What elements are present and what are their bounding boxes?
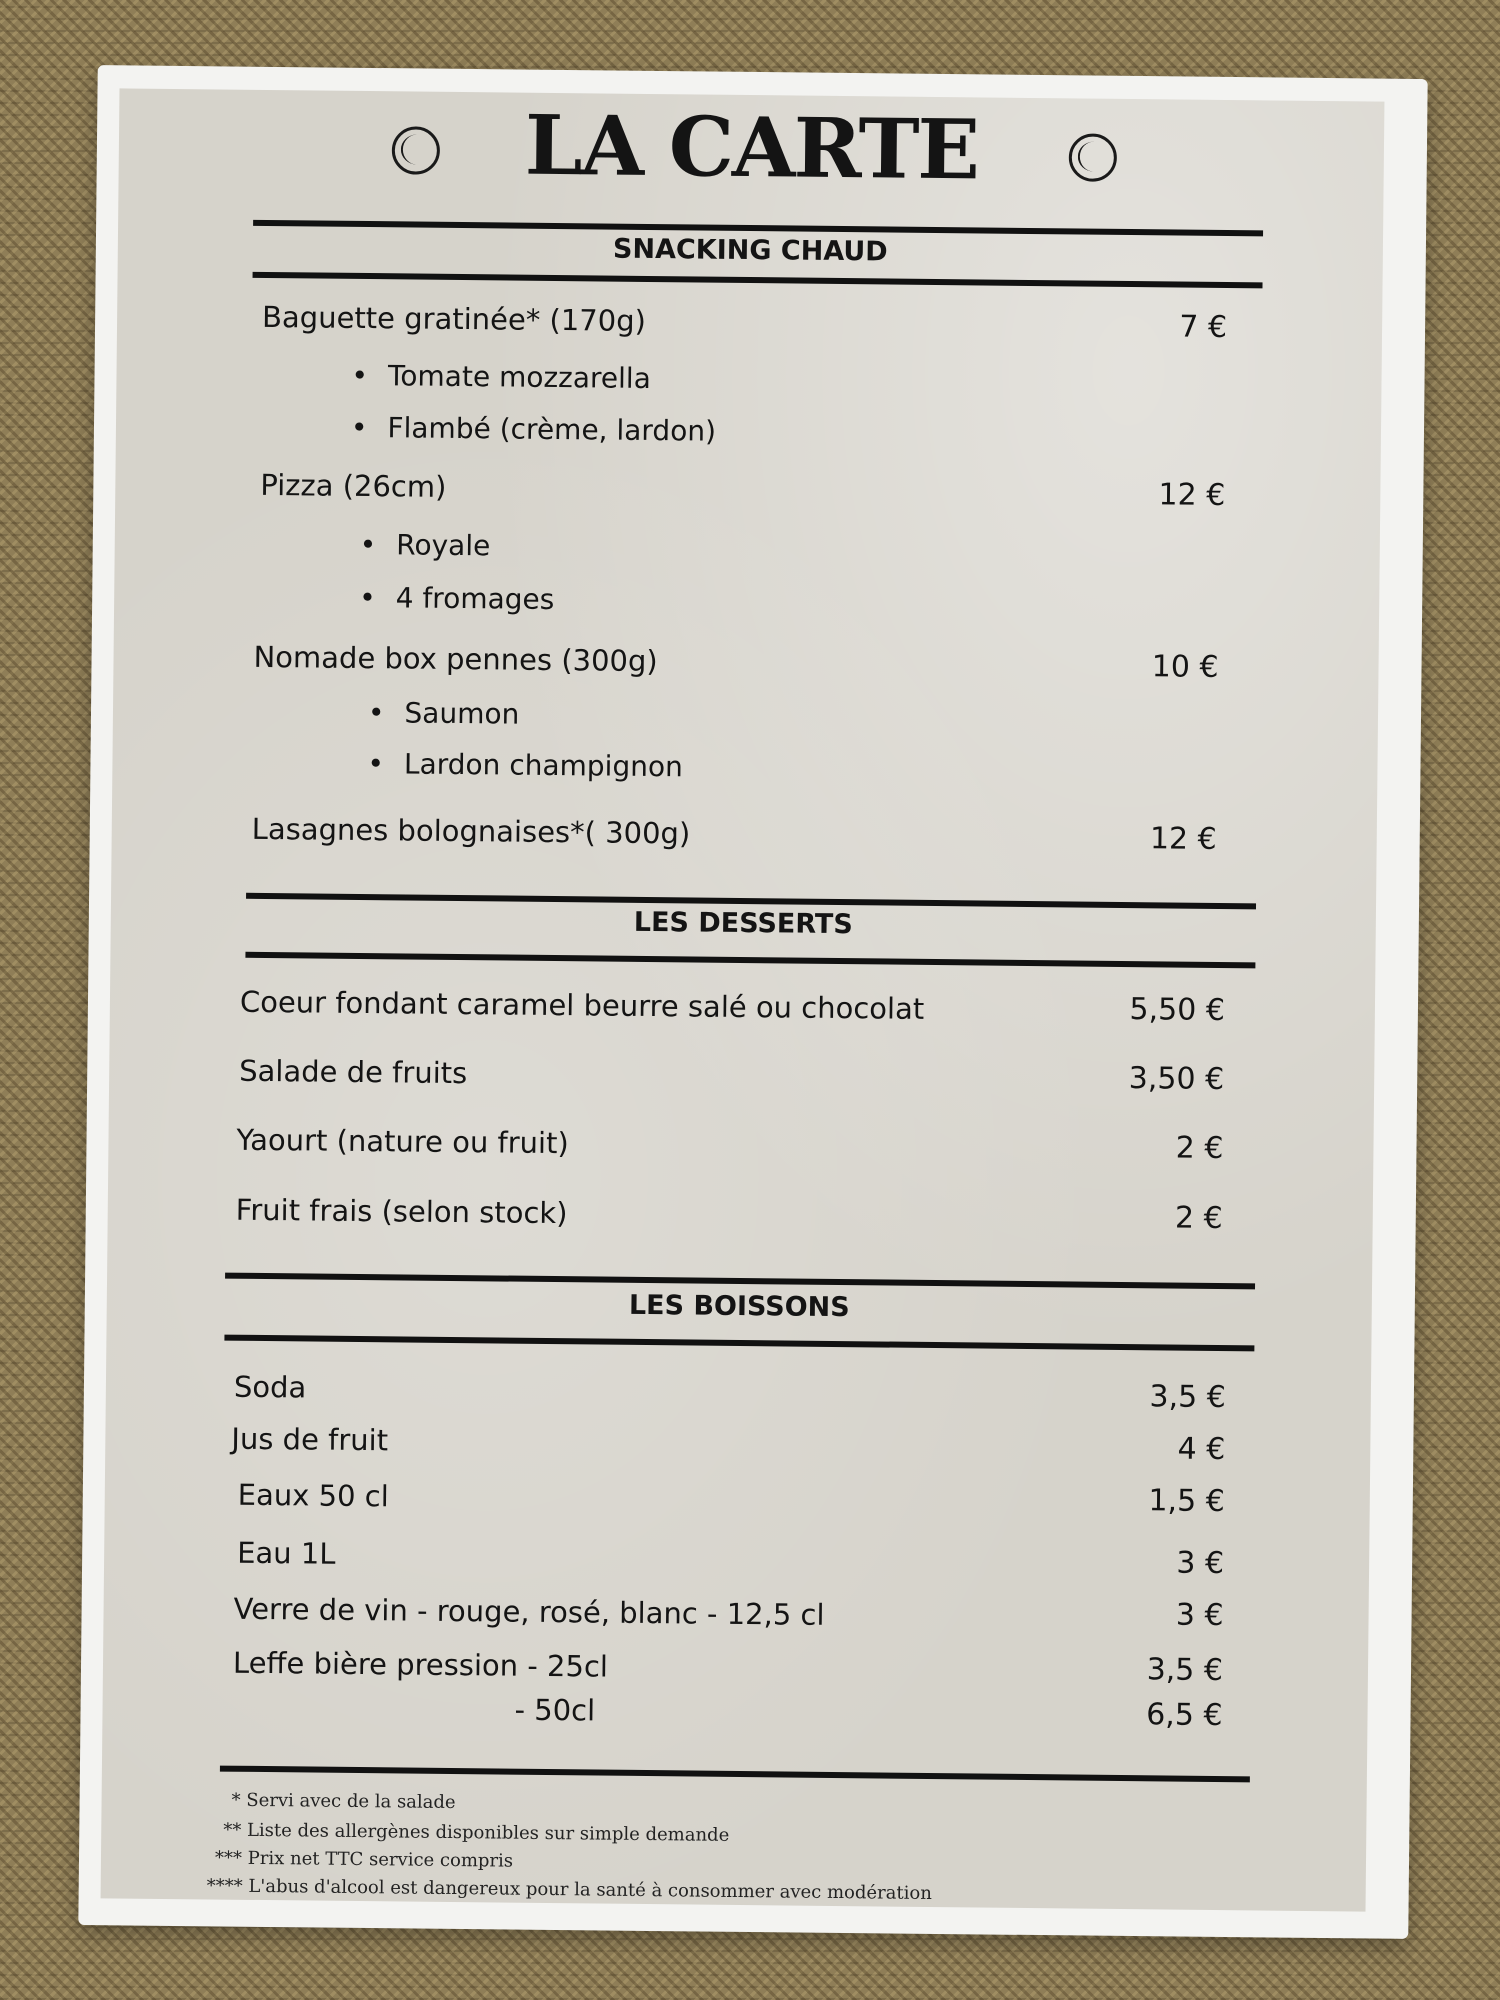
divider <box>245 952 1255 969</box>
decorative-circle-right-icon <box>1069 133 1118 182</box>
divider <box>224 1335 1254 1352</box>
drink-item: Jus de fruit <box>231 1421 389 1458</box>
footnote: * Servi avec de la salade <box>231 1789 456 1814</box>
footnote: *** Prix net TTC service compris <box>214 1847 514 1872</box>
dessert-item: Yaourt (nature ou fruit) <box>236 1122 569 1161</box>
drink-price: 4 € <box>1177 1431 1226 1468</box>
drink-item: Eau 1L <box>237 1535 336 1571</box>
drink-price: 3 € <box>1176 1545 1225 1582</box>
dessert-item: Fruit frais (selon stock) <box>235 1192 568 1231</box>
drink-item: Eaux 50 cl <box>237 1477 389 1514</box>
price-baguette: 7 € <box>1179 309 1228 346</box>
item-pizza: Pizza (26cm) <box>260 467 447 504</box>
item-nomade-box: Nomade box pennes (300g) <box>253 639 658 679</box>
drink-item: Verre de vin - rouge, rosé, blanc - 12,5 cl <box>233 1591 825 1632</box>
footnote: **** L'abus d'alcool est dangereux pour la santé à consommer avec modération <box>206 1875 932 1905</box>
section-title-boissons: LES BOISSONS <box>628 1289 850 1324</box>
item-baguette: Baguette gratinée* (170g) <box>261 299 647 338</box>
option-tomate-mozzarella: • Tomate mozzarella <box>351 359 651 395</box>
price-pizza: 12 € <box>1158 477 1226 514</box>
footnote: ** Liste des allergènes disponibles sur simple demande <box>223 1819 730 1846</box>
dessert-price: 2 € <box>1174 1200 1223 1237</box>
price-lasagnes: 12 € <box>1149 821 1217 857</box>
option-flambe: • Flambé (crème, lardon) <box>351 411 716 448</box>
drink-item: Leffe bière pression - 25cl <box>232 1645 609 1684</box>
option-saumon: • Saumon <box>368 696 520 731</box>
drink-price: 3 € <box>1175 1597 1224 1634</box>
option-lardon-champignon: • Lardon champignon <box>367 747 683 783</box>
dessert-price: 5,50 € <box>1129 992 1226 1029</box>
drink-price: 3,5 € <box>1146 1652 1224 1689</box>
divider <box>253 272 1263 289</box>
drink-price: 6,5 € <box>1146 1697 1223 1734</box>
drink-price: 3,5 € <box>1149 1379 1227 1416</box>
drink-price: 1,5 € <box>1148 1483 1225 1520</box>
section-title-snacking: SNACKING CHAUD <box>612 233 888 268</box>
menu-sheet <box>101 88 1385 1911</box>
dessert-price: 3,50 € <box>1128 1061 1225 1098</box>
price-nomade-box: 10 € <box>1151 649 1219 685</box>
section-title-desserts: LES DESSERTS <box>633 906 853 941</box>
dessert-item: Coeur fondant caramel beurre salé ou chocolat <box>239 984 925 1026</box>
dessert-item: Salade de fruits <box>239 1053 468 1091</box>
dessert-price: 2 € <box>1175 1130 1224 1167</box>
menu-title: LA CARTE <box>524 97 979 199</box>
drink-item: Soda <box>233 1369 307 1405</box>
option-4-fromages: • 4 fromages <box>359 581 554 616</box>
option-royale: • Royale <box>360 528 491 562</box>
divider <box>220 1766 1250 1783</box>
drink-item: - 50cl <box>514 1692 596 1728</box>
item-lasagnes: Lasagnes bolognaises*( 300g) <box>251 811 691 851</box>
